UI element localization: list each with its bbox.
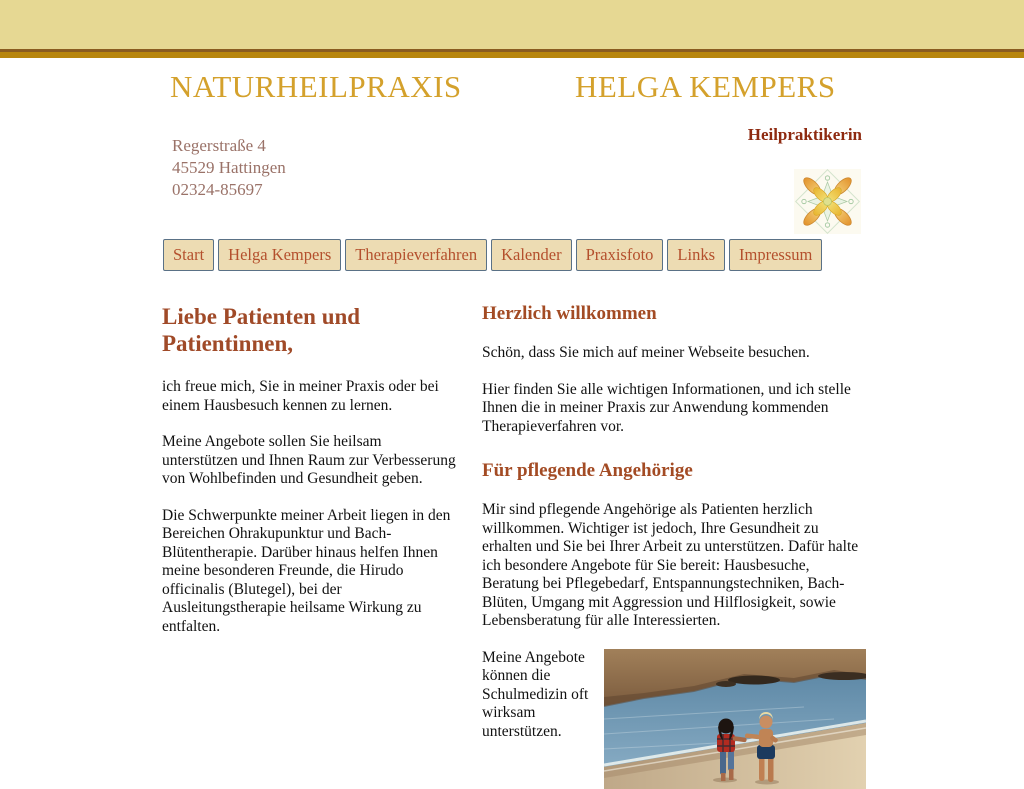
- welcome-paragraph-1: Schön, dass Sie mich auf meiner Webseite besuchen.: [482, 344, 810, 361]
- left-column: [162, 303, 460, 654]
- nav-therapieverfahren[interactable]: Therapieverfahren: [345, 239, 487, 271]
- nav-start[interactable]: Start: [163, 239, 214, 271]
- left-paragraph-1: ich freue mich, Sie in meiner Praxis oder bei einem Hausbesuch kennen zu lernen.: [162, 378, 439, 414]
- nav-praxisfoto[interactable]: Praxisfoto: [576, 239, 664, 271]
- header-banner: [0, 0, 1024, 49]
- right-column: [482, 303, 862, 789]
- page-container: [162, 58, 862, 768]
- welcome-paragraph-2: Hier finden Sie alle wichtigen Informationen, und ich stelle Ihnen die in meiner Praxis zur Anwendung kommenden Therapieverfahren vor.: [482, 380, 851, 435]
- address-phone: 02324-85697: [172, 180, 263, 199]
- nav-impressum[interactable]: Impressum: [729, 239, 822, 271]
- address-street: Regerstraße 4: [172, 136, 266, 155]
- welcome-heading: Herzlich willkommen: [482, 303, 657, 324]
- nav-kalender[interactable]: Kalender: [491, 239, 571, 271]
- site-title-right: HELGA KEMPERS: [575, 69, 836, 104]
- address-city: 45529 Hattingen: [172, 158, 286, 177]
- main-navigation: [163, 239, 822, 271]
- left-paragraph-3: Die Schwerpunkte meiner Arbeit liegen in den Bereichen Ohrakupunktur und Bach-Blütentherapie. Darüber hinaus helfen Ihnen meine besonderen Freunde, die Hirudo officinalis (Blutegel), bei der Ausleitungstherapie heilsame Wirkung zu entfalten.: [162, 506, 451, 635]
- nav-links[interactable]: Links: [667, 239, 725, 271]
- site-title: [162, 69, 862, 111]
- address-block: [172, 135, 286, 201]
- caregivers-heading: Für pflegende Angehörige: [482, 460, 693, 481]
- photo-caption: Meine Angebote können die Schulmedizin oft wirksam unterstützen.: [482, 648, 589, 740]
- flower-mandala-image: [794, 169, 861, 234]
- subtitle-heilpraktikerin: Heilpraktikerin: [747, 125, 862, 144]
- site-title-left: NATURHEILPRAXIS: [170, 69, 462, 104]
- left-paragraph-2: Meine Angebote sollen Sie heilsam unterstützen und Ihnen Raum zur Verbesserung von Wohlbefinden und Gesundheit geben.: [162, 433, 456, 487]
- left-heading: Liebe Patienten und Patientinnen,: [162, 304, 361, 356]
- nav-helga-kempers[interactable]: Helga Kempers: [218, 239, 341, 271]
- caregivers-paragraph: Mir sind pflegende Angehörige als Patienten herzlich willkommen. Wichtiger ist jedoch, Ihre Gesundheit zu erhalten und Sie bei Ihrer Arbeit zu unterstützen. Dafür halte ich besondere Angebote für Sie bereit: Hausbesuche, Beratung bei Pflegebedarf, Entspannungstechniken, Bach-Blüten, Umgang mit Aggression und Hilflosigkeit, sowie Lebensberatung für alle Interessierten.: [482, 501, 859, 629]
